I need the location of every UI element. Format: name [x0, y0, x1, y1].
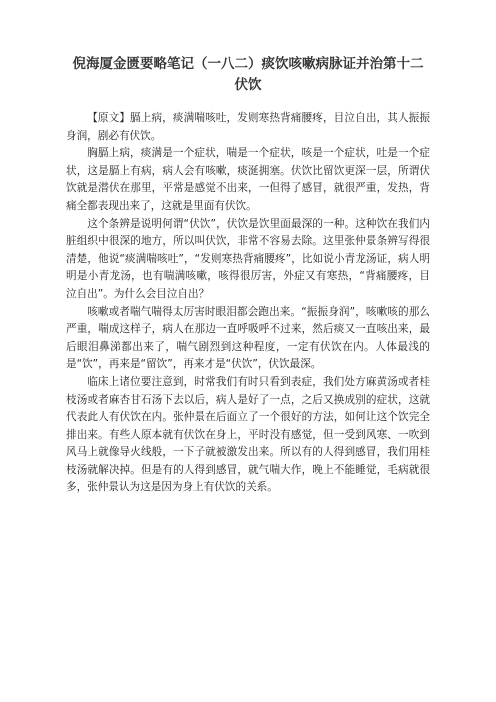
paragraph-explanation-4: 临床上诸位要注意到，时常我们有时只看到表症，我们处方麻黄汤或者桂枝汤或者麻杏甘石汤下去以后，病人是好了一点，之后又换成别的症状，这就代表此人有伏饮在内。张仲景在后面立了一个很好的方法，如何让这个饮完全排出来。有些人原本就有伏饮在身上，平时没有感觉，但一受到风寒、一吹到风马上就像导火线般，一下子就被激发出来。所以有的人得到感冒，我们用桂枝汤就解决掉。但是有的人得到感冒，就气喘大作，晚上不能睡觉，毛病就很多，张仲景认为这是因为身上有伏饮的关系。 — [66, 375, 430, 494]
document-title: 倪海厦金匮要略笔记（一八二）痰饮咳嗽病脉证并治第十二伏饮 — [72, 56, 424, 93]
paragraph-explanation-3: 咳嗽或者喘气喘得太厉害时眼泪都会跑出来。“振振身润”，咳嗽咳的那么严重，喘成这样子，病人在那边一直呼吸呼不过来，然后痰又一直咳出来，最后眼泪鼻涕都出来了，喘气剧烈到这种程度，一定有伏饮在内。人体最浅的是“饮”，再来是“留饮”，再来才是“伏饮”，伏饮最深。 — [66, 305, 430, 371]
paragraph-explanation-1: 胸膈上病，痰满是一个症状，喘是一个症状，咳是一个症状，吐是一个症状，这是膈上有病，病人会有咳嗽，痰涎拥塞。伏饮比留饮更深一层，所谓伏饮就是潜伏在那里，平常是感觉不出来，一但得了感冒，就很严重，发热，背痛全都表现出来了，这就是里面有伏饮。 — [66, 147, 430, 212]
paragraph-explanation-2: 这个条辨是说明何谓“伏饮”，伏饮是饮里面最深的一种。这种饮在我们内脏组织中很深的地方，所以叫伏饮，非常不容易去除。这里张仲景条辨写得很清楚，他说“痰满喘咳吐”，“发则寒热背痛腰疼”，比如说小青龙汤证，病人明明是小青龙汤，也有喘满咳嗽，咳得很厉害，外症又有寒热，“背痛腰疼，目泣自出”。为什么会目泣自出？ — [66, 217, 430, 300]
paragraph-original-text: 【原文】膈上病，痰满喘咳吐，发则寒热背痛腰疼，目泣自出，其人振振身润，剧必有伏饮。 — [66, 112, 430, 142]
